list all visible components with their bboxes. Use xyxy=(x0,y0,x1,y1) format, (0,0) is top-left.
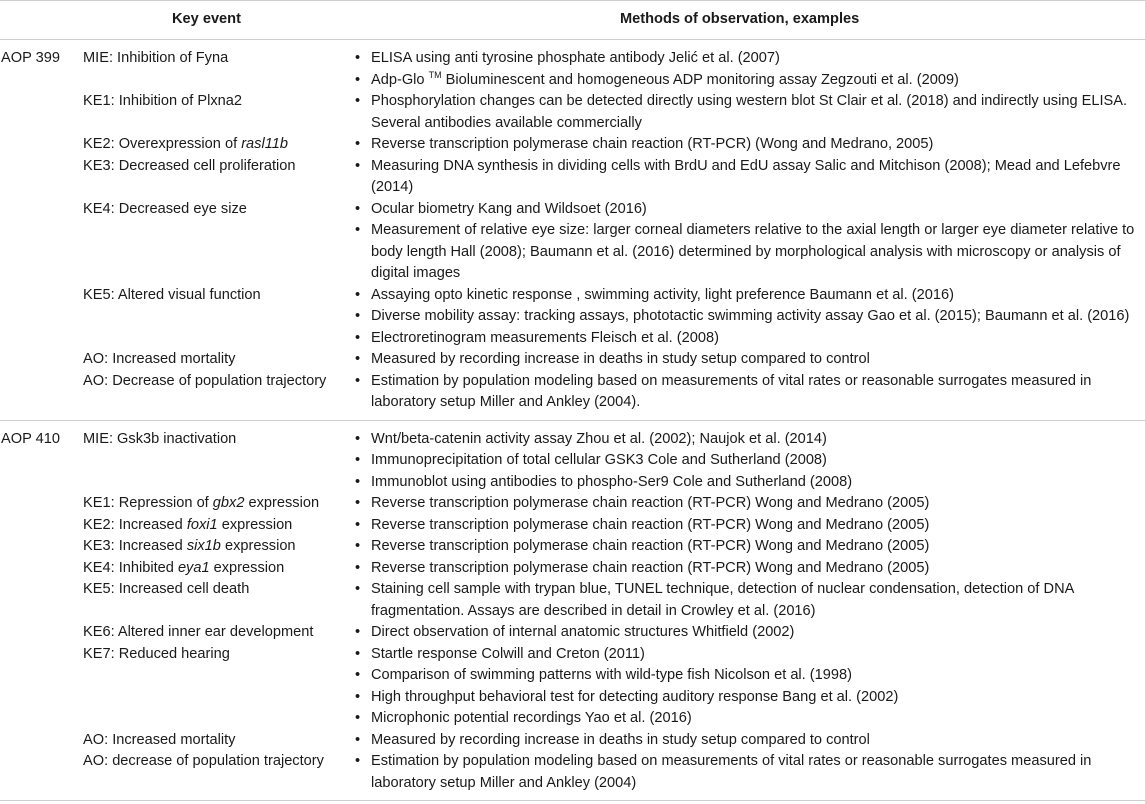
trademark: TM xyxy=(428,69,442,80)
gene-name: eya1 xyxy=(177,559,210,576)
key-event xyxy=(83,536,355,558)
method-item: • Electroretinogram measurements Fleisch et al. (2008) xyxy=(355,328,1145,350)
method-item: • Estimation by population modeling based on measurements of vital rates or reasonable surrogates measured in laboratory setup Miller and Ankley (2004). xyxy=(355,371,1145,414)
key-event: AO: Decrease of population trajectory xyxy=(83,372,327,389)
method-item: • Assaying opto kinetic response , swimming activity, light preference Baumann et al. (2016) xyxy=(355,285,1145,307)
method-item: • Direct observation of internal anatomic structures Whitfield (2002) xyxy=(355,622,1145,644)
key-event-prefix: KE3: Increased xyxy=(83,538,187,554)
table-row xyxy=(83,285,1145,350)
method-item: • Immunoprecipitation of total cellular GSK3 Cole and Sutherland (2008) xyxy=(355,450,1145,472)
gene-name: six1b xyxy=(186,538,221,554)
key-event-prefix: KE2: Increased xyxy=(83,516,187,533)
key-event: MIE: Gsk3b inactivation xyxy=(83,430,237,447)
key-event xyxy=(83,493,355,515)
key-event: KE4: Decreased eye size xyxy=(83,200,247,217)
method-item: • Microphonic potential recordings Yao et al. (2016) xyxy=(355,708,1145,730)
key-event: AO: Increased mortality xyxy=(83,731,236,748)
table-row xyxy=(83,493,1145,515)
aop-410-group xyxy=(0,421,1145,802)
table-row xyxy=(83,558,1145,580)
table-row xyxy=(83,730,1145,752)
table-row xyxy=(83,622,1145,644)
table-row xyxy=(83,199,1145,285)
key-event: KE5: Increased cell death xyxy=(83,581,250,597)
method-item: • Startle response Colwill and Creton (2011) xyxy=(355,644,1145,666)
method-item: • Measured by recording increase in deaths in study setup compared to control xyxy=(355,349,1145,371)
table-row xyxy=(83,349,1145,371)
key-event-suffix: expression xyxy=(244,495,320,511)
key-event: MIE: Inhibition of Fyna xyxy=(83,50,229,66)
key-event: KE7: Reduced hearing xyxy=(83,645,230,662)
key-event xyxy=(83,515,355,537)
method-item: • Measuring DNA synthesis in dividing cells with BrdU and EdU assay Salic and Mitchison (2008); Mead and Lefebvre (2014) xyxy=(355,156,1145,199)
table-row xyxy=(83,48,1145,91)
gene-name: gbx2 xyxy=(212,495,245,511)
method-item xyxy=(355,70,1145,92)
table-row xyxy=(83,371,1145,414)
method-item: • High throughput behavioral test for detecting auditory response Bang et al. (2002) xyxy=(355,687,1145,709)
method-item: • Reverse transcription polymerase chain reaction (RT-PCR) (Wong and Medrano, 2005) xyxy=(355,134,1145,156)
method-item: • Immunoblot using antibodies to phospho-Ser9 Cole and Sutherland (2008) xyxy=(355,472,1145,494)
table-row xyxy=(83,579,1145,622)
table-row xyxy=(83,751,1145,794)
key-event: AO: decrease of population trajectory xyxy=(83,753,324,769)
table-row xyxy=(83,156,1145,199)
gene-name: foxi1 xyxy=(186,516,218,533)
table-row xyxy=(83,429,1145,494)
table-header xyxy=(0,0,1145,40)
method-item: • Measured by recording increase in deaths in study setup compared to control xyxy=(355,730,1145,752)
key-event-suffix: expression xyxy=(209,559,285,576)
method-item: • Comparison of swimming patterns with wild-type fish Nicolson et al. (1998) xyxy=(355,665,1145,687)
method-item: • Diverse mobility assay: tracking assays, phototactic swimming activity assay Gao et al. (2015); Baumann et al. (2016) xyxy=(355,306,1145,328)
table-row xyxy=(83,91,1145,134)
adp-glo-prefix: Adp-Glo xyxy=(371,71,425,88)
table-row xyxy=(83,515,1145,537)
key-event-suffix: expression xyxy=(217,516,293,533)
key-event-prefix: KE2: Overexpression of xyxy=(83,136,242,152)
method-item: • Wnt/beta-catenin activity assay Zhou et al. (2002); Naujok et al. (2014) xyxy=(355,429,1145,451)
method-item: • Reverse transcription polymerase chain reaction (RT-PCR) Wong and Medrano (2005) xyxy=(355,493,1145,515)
method-item: • Ocular biometry Kang and Wildsoet (2016) xyxy=(355,199,1145,221)
key-event xyxy=(83,134,355,156)
key-event: KE6: Altered inner ear development xyxy=(83,624,314,640)
key-event: AO: Increased mortality xyxy=(83,351,236,367)
table-row xyxy=(83,134,1145,156)
table-row xyxy=(83,536,1145,558)
key-event-prefix: KE4: Inhibited xyxy=(83,559,178,576)
gene-name: rasl11b xyxy=(241,136,288,152)
key-event xyxy=(83,558,355,580)
table-row xyxy=(83,644,1145,730)
method-item: • Phosphorylation changes can be detected directly using western blot St Clair et al. (2018) and indirectly using ELISA. Several antibodies available commercially xyxy=(355,91,1145,134)
method-text: Bioluminescent and homogeneous ADP monitoring assay Zegzouti et al. (2009) xyxy=(445,71,959,88)
header-methods: Methods of observation, examples xyxy=(620,11,860,27)
key-event: KE5: Altered visual function xyxy=(83,286,261,303)
key-event-prefix: KE1: Repression of xyxy=(83,495,213,511)
header-key-event: Key event xyxy=(172,11,241,27)
aop-id: AOP 399 xyxy=(1,50,60,66)
method-item: • Staining cell sample with trypan blue, TUNEL technique, detection of nuclear condensation, detection of DNA fragmentation. Assays are described in detail in Crowley et al. (2016) xyxy=(355,579,1145,622)
method-item: • Reverse transcription polymerase chain reaction (RT-PCR) Wong and Medrano (2005) xyxy=(355,515,1145,537)
method-item: • ELISA using anti tyrosine phosphate antibody Jelić et al. (2007) xyxy=(355,48,1145,70)
key-event: KE3: Decreased cell proliferation xyxy=(83,157,296,174)
method-item: • Reverse transcription polymerase chain reaction (RT-PCR) Wong and Medrano (2005) xyxy=(355,536,1145,558)
key-event-suffix: expression xyxy=(220,538,296,554)
key-event: KE1: Inhibition of Plxna2 xyxy=(83,93,243,109)
method-item: • Reverse transcription polymerase chain reaction (RT-PCR) Wong and Medrano (2005) xyxy=(355,558,1145,580)
method-item: • Measurement of relative eye size: larger corneal diameters relative to the axial length or larger eye diameter relative to body length Hall (2008); Baumann et al. (2016) determined by morphological analysis with microscopy or analysis of digital images xyxy=(355,220,1145,285)
method-item: • Estimation by population modeling based on measurements of vital rates or reasonable surrogates measured in laboratory setup Miller and Ankley (2004) xyxy=(355,751,1145,794)
aop-id: AOP 410 xyxy=(1,430,60,447)
aop-399-group xyxy=(0,40,1145,421)
